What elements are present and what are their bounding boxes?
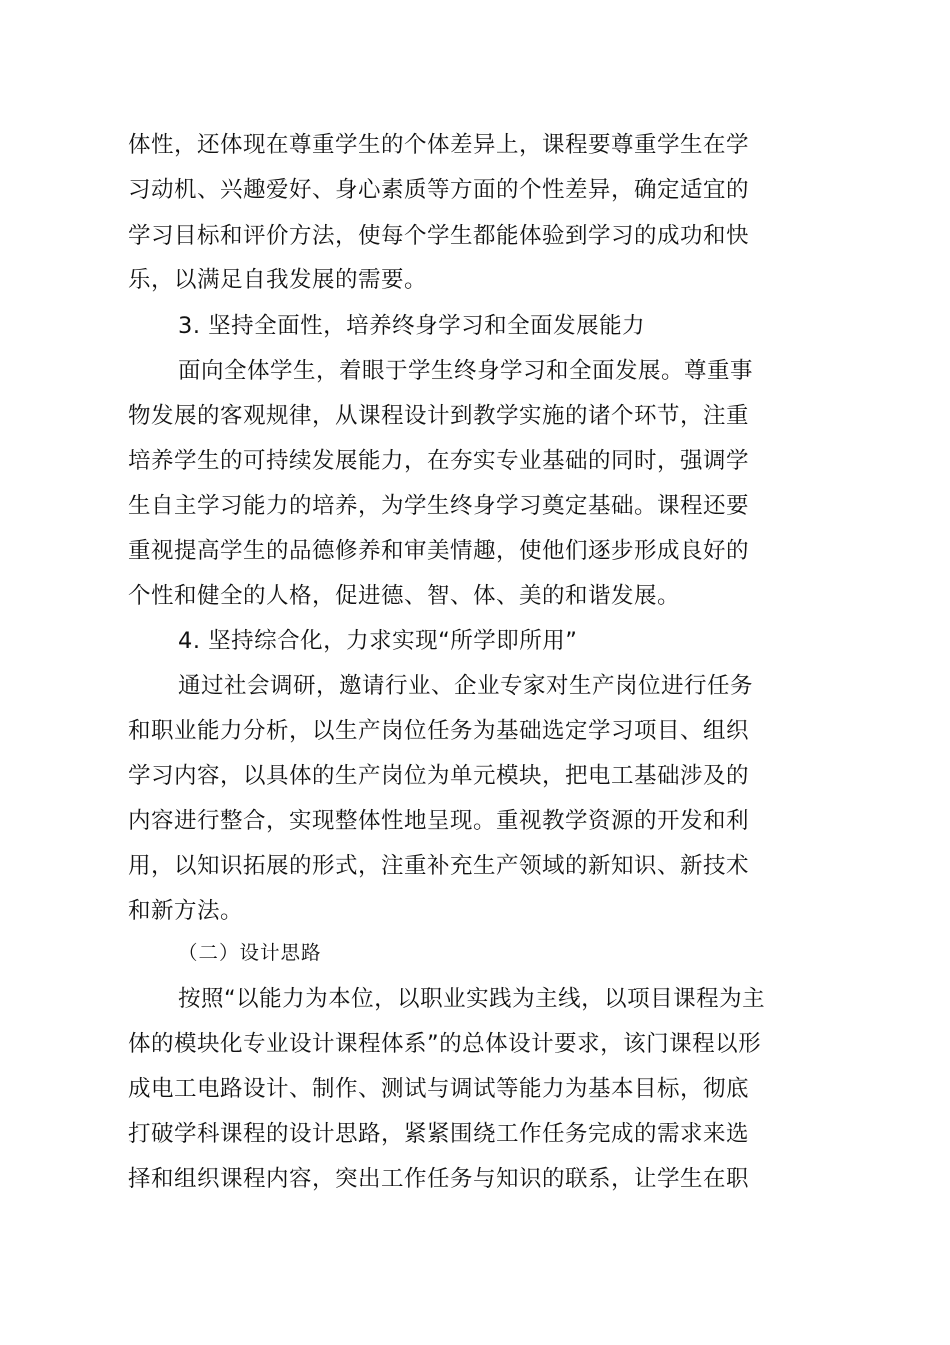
subsection-heading: （二）设计思路 xyxy=(178,941,322,964)
paragraph-line: 个性和健全的人格，促进德、智、体、美的和谐发展。 xyxy=(128,583,681,609)
paragraph-line: 面向全体学生，着眼于学生终身学习和全面发展。尊重事 xyxy=(178,358,754,384)
paragraph-line: 打破学科课程的设计思路，紧紧围绕工作任务完成的需求来选 xyxy=(128,1121,750,1147)
paragraph-line: 体的模块化专业设计课程体系”的总体设计要求，该门课程以形 xyxy=(128,1031,762,1057)
paragraph-line: 重视提高学生的品德修养和审美情趣，使他们逐步形成良好的 xyxy=(128,538,750,564)
paragraph-line: 物发展的客观规律，从课程设计到教学实施的诸个环节，注重 xyxy=(128,403,750,429)
paragraph-line: 培养学生的可持续发展能力，在夯实专业基础的同时，强调学 xyxy=(128,448,750,474)
paragraph-line: 生自主学习能力的培养，为学生终身学习奠定基础。课程还要 xyxy=(128,493,750,519)
paragraph-line: 乐，以满足自我发展的需要。 xyxy=(128,267,428,293)
paragraph-line: 习动机、兴趣爱好、身心素质等方面的个性差异，确定适宜的 xyxy=(128,177,750,203)
paragraph-line: 成电工电路设计、制作、测试与调试等能力为基本目标，彻底 xyxy=(128,1076,750,1102)
paragraph-line: 学习内容，以具体的生产岗位为单元模块，把电工基础涉及的 xyxy=(128,763,750,789)
paragraph-line: 学习目标和评价方法，使每个学生都能体验到学习的成功和快 xyxy=(128,223,750,249)
paragraph-line: 通过社会调研，邀请行业、企业专家对生产岗位进行任务 xyxy=(178,673,754,699)
paragraph-line: 和新方法。 xyxy=(128,898,244,924)
paragraph-line: 和职业能力分析，以生产岗位任务为基础选定学习项目、组织 xyxy=(128,718,750,744)
paragraph-line: 体性，还体现在尊重学生的个体差异上，课程要尊重学生在学 xyxy=(128,132,750,158)
paragraph-line: 用，以知识拓展的形式，注重补充生产领域的新知识、新技术 xyxy=(128,853,750,879)
paragraph-line: 择和组织课程内容，突出工作任务与知识的联系，让学生在职 xyxy=(128,1166,750,1192)
section-heading: 3. 坚持全面性，培养终身学习和全面发展能力 xyxy=(178,313,646,339)
section-heading: 4. 坚持综合化，力求实现“所学即所用” xyxy=(178,628,578,654)
paragraph-line: 按照“以能力为本位，以职业实践为主线，以项目课程为主 xyxy=(178,986,766,1012)
paragraph-line: 内容进行整合，实现整体性地呈现。重视教学资源的开发和利 xyxy=(128,808,750,834)
